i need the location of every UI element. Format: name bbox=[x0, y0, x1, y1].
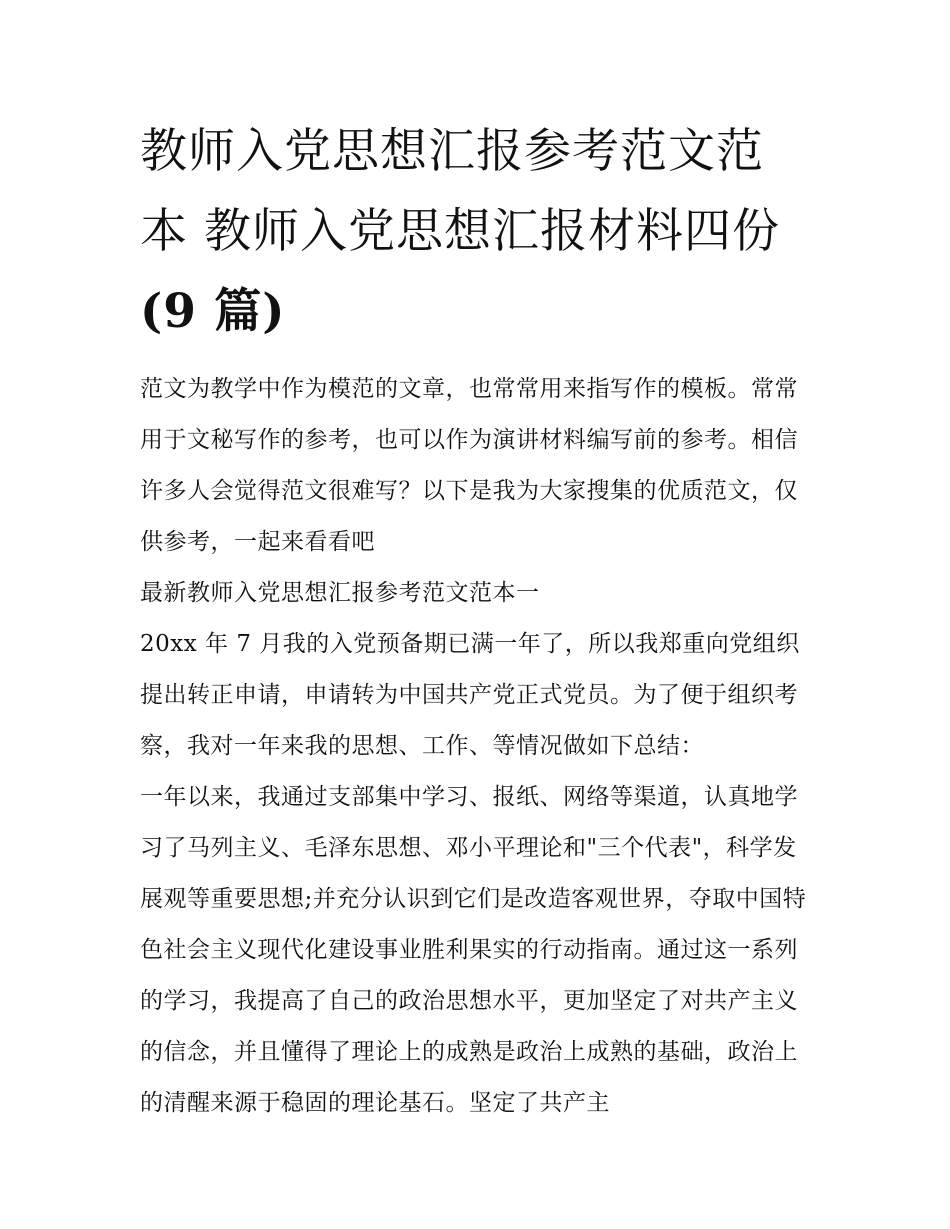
intro-paragraph: 范文为教学中作为模范的文章，也常常用来指写作的模板。常常用于文秘写作的参考，也可以作为演讲材料编写前的参考。相信许多人会觉得范文很难写？以下是我为大家搜集的优质范文，仅供参考，一起来看看吧 bbox=[140, 376, 798, 555]
body-paragraph-2: 一年以来，我通过支部集中学习、报纸、网络等渠道，认真地学习了马列主义、毛泽东思想、邓小平理论和"三个代表"，科学发展观等重要思想;并充分认识到它们是改造客观世界，夺取中国特色社会主义现代化建设事业胜利果实的行动指南。通过这一系列的学习，我提高了自己的政治思想水平，更加坚定了对共产主义的信念，并且懂得了理论上的成熟是政治上成熟的基础，政治上的清醒来源于稳固的理论基石。坚定了共产主 bbox=[140, 784, 807, 1116]
title-line-1: 教师入党思想汇报参考范文范 bbox=[140, 124, 764, 179]
body-paragraph-1: 20xx 年 7 月我的入党预备期已满一年了，所以我郑重向党组织提出转正申请，申请转为中国共产党正式党员。为了便于组织考察，我对一年来我的思想、工作、等情况做如下总结： bbox=[140, 631, 800, 759]
document-title bbox=[140, 112, 820, 352]
title-line-3: (9 篇) bbox=[140, 284, 286, 339]
title-line-2: 本 教师入党思想汇报材料四份 bbox=[140, 204, 780, 259]
document-content bbox=[140, 112, 820, 1129]
section-heading: 最新教师入党思想汇报参考范文范本一 bbox=[140, 580, 540, 606]
